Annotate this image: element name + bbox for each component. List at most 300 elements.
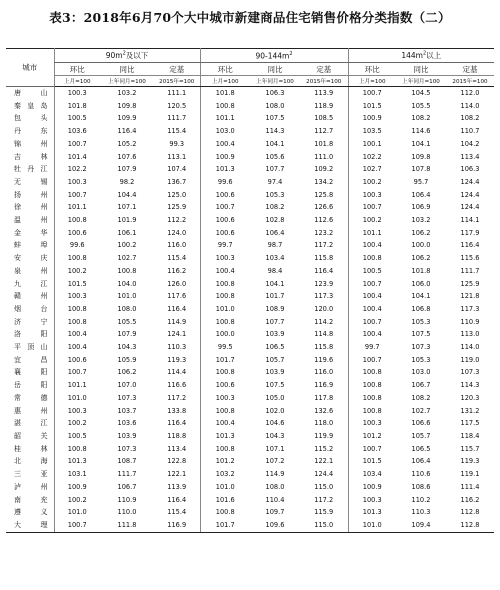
index-value: 106.7 [117,482,137,491]
index-value: 111.8 [100,519,154,532]
index-value: 106.5 [411,444,431,453]
index-value: 117.3 [460,304,480,313]
index-value: 101.5 [348,100,396,113]
index-value: 116.4 [117,127,137,136]
index-value: 110.9 [460,317,480,326]
table-row [6,316,494,329]
subcol-header: 同比 [396,63,446,76]
index-value: 101.1 [54,201,100,214]
index-value: 103.2 [411,216,431,225]
index-value: 111.7 [167,114,187,123]
index-value: 103.9 [265,368,285,377]
table-row [6,494,494,507]
index-value: 101.9 [117,216,137,225]
index-value: 106.4 [411,190,431,199]
index-value: 117.6 [167,292,187,301]
base-header: 上月=100 [54,76,100,87]
table-row [6,341,494,354]
index-value: 101.3 [54,455,100,468]
table-row [6,138,494,151]
index-value: 119.9 [314,431,334,440]
index-value: 124.4 [314,470,334,479]
subcol-header: 定基 [300,63,348,76]
index-value: 106.3 [265,89,285,97]
index-value: 111.7 [117,470,137,479]
table-row [6,227,494,240]
index-value: 117.2 [167,393,187,402]
index-value: 101.1 [348,227,396,240]
index-value: 106.2 [117,368,137,377]
index-value: 110.3 [411,508,431,517]
index-value: 113.0 [460,330,480,339]
index-value: 124.4 [460,177,480,186]
index-value: 100.4 [54,328,100,341]
index-value: 115.9 [314,508,334,517]
index-value: 116.0 [314,368,334,377]
index-value: 100.2 [54,494,100,507]
index-value: 112.6 [314,216,334,225]
index-value: 100.3 [348,494,396,507]
index-value: 110.9 [117,495,137,504]
index-value: 104.1 [411,292,431,301]
index-value: 100.6 [200,227,250,240]
index-value: 121.8 [460,292,480,301]
index-value: 110.2 [411,495,431,504]
table-row [6,443,494,456]
index-value: 98.2 [119,177,135,186]
index-value: 102.7 [117,254,137,263]
index-value: 105.3 [411,317,431,326]
index-value: 101.7 [265,292,285,301]
index-value: 107.4 [167,165,187,174]
index-value: 103.7 [117,406,137,415]
index-value: 100.2 [54,265,100,278]
table-row [6,201,494,214]
index-value: 101.3 [200,430,250,443]
index-value: 100.3 [54,290,100,303]
index-value: 101.8 [54,100,100,113]
index-value: 108.5 [314,114,334,123]
index-value: 100.6 [54,227,100,240]
base-header: 上年同月=100 [100,76,154,87]
group-header-over-144: $144m^2$以上 [348,49,494,63]
city-name: 无锡 [14,177,48,186]
index-value: 133.8 [167,406,187,415]
index-value: 99.7 [348,341,396,354]
index-value: 100.8 [54,443,100,456]
index-value: 104.6 [265,419,285,428]
index-value: 116.0 [167,241,187,250]
index-value: 101.1 [54,379,100,392]
index-value: 115.4 [167,254,187,263]
index-value: 100.4 [54,341,100,354]
index-value: 114.0 [460,101,480,110]
index-value: 100.2 [54,417,100,430]
index-value: 105.2 [117,139,137,148]
index-value: 107.8 [411,165,431,174]
index-value: 126.0 [167,279,187,288]
index-value: 117.5 [460,419,480,428]
index-value: 100.2 [348,176,396,189]
index-value: 102.7 [348,163,396,176]
index-value: 115.7 [460,444,480,453]
table-row [6,125,494,138]
index-value: 120.3 [460,393,480,402]
index-value: 100.8 [200,278,250,291]
city-name: 北海 [14,457,48,466]
index-value: 107.3 [411,343,431,352]
index-value: 118.9 [314,101,334,110]
index-value: 117.2 [314,241,334,250]
index-value: 109.2 [314,165,334,174]
base-header: 上年同月=100 [396,76,446,87]
index-value: 101.0 [54,392,100,405]
index-value: 100.7 [348,354,396,367]
city-name: 吉林 [14,152,48,161]
index-value: 110.0 [117,508,137,517]
index-value: 101.2 [348,430,396,443]
index-value: 103.0 [411,368,431,377]
index-value: 103.1 [54,468,100,481]
index-value: 115.0 [314,482,334,491]
index-value: 100.8 [200,316,250,329]
index-value: 106.9 [411,203,431,212]
index-value: 100.8 [54,214,100,227]
index-value: 104.3 [265,431,285,440]
index-value: 103.4 [348,468,396,481]
index-value: 105.7 [411,431,431,440]
city-name: 蚌埠 [14,241,48,250]
index-value: 114.9 [167,317,187,326]
index-value: 119.3 [167,355,187,364]
table-row [6,151,494,164]
index-value: 106.2 [411,228,431,237]
index-value: 100.8 [348,392,396,405]
index-value: 100.4 [200,265,250,278]
index-value: 101.4 [54,151,100,164]
index-value: 115.2 [314,444,334,453]
index-value: 108.6 [411,482,431,491]
index-value: 100.8 [348,252,396,265]
index-value: 115.6 [460,254,480,263]
index-value: 115.4 [167,508,187,517]
index-value: 122.1 [167,470,187,479]
index-value: 100.9 [54,481,100,494]
index-value: 100.3 [348,189,396,202]
city-name: 襄阳 [14,368,48,377]
index-value: 100.0 [411,241,431,250]
index-value: 132.6 [314,406,334,415]
index-value: 100.8 [200,290,250,303]
table-row [6,417,494,430]
index-value: 104.5 [411,89,431,97]
index-value: 100.8 [200,506,250,519]
index-value: 108.0 [265,482,285,491]
group-header-under-90: $90m^2$及以下 [54,49,200,63]
index-value: 102.8 [265,216,285,225]
index-value: 107.5 [411,330,431,339]
index-value: 107.3 [117,393,137,402]
subcol-header: 定基 [154,63,200,76]
index-value: 100.7 [348,201,396,214]
index-value: 124.1 [167,330,187,339]
index-value: 115.8 [314,343,334,352]
index-value: 100.8 [200,366,250,379]
index-value: 115.4 [167,127,187,136]
table-row [6,189,494,202]
index-value: 101.7 [200,354,250,367]
index-value: 100.0 [200,328,250,341]
city-name: 丹东 [14,127,48,136]
index-value: 103.2 [200,468,250,481]
index-value: 103.6 [54,125,100,138]
index-value: 111.1 [167,89,187,97]
index-value: 100.2 [117,241,137,250]
index-value: 107.1 [117,203,137,212]
subcol-header: 同比 [250,63,300,76]
index-value: 107.5 [265,114,285,123]
city-name: 唐山 [14,89,48,97]
index-value: 107.7 [265,317,285,326]
table-row [6,214,494,227]
index-value: 107.3 [460,368,480,377]
table-row [6,519,494,532]
index-value: 97.4 [267,177,283,186]
city-name: 岳阳 [14,381,48,390]
index-value: 109.4 [396,519,446,532]
index-value: 101.8 [200,87,250,100]
index-value: 110.6 [411,470,431,479]
index-value: 110.7 [460,127,480,136]
index-value: 114.8 [314,330,334,339]
index-value: 108.7 [117,457,137,466]
index-value: 119.1 [460,470,480,479]
index-value: 112.8 [460,508,480,517]
index-value: 114.6 [411,127,431,136]
index-value: 107.9 [117,330,137,339]
index-value: 116.9 [314,381,334,390]
city-name: 包头 [14,114,48,123]
base-header: 2015年=100 [154,76,200,87]
index-value: 100.4 [348,328,396,341]
header-row-subcols [6,63,494,76]
index-value: 100.7 [54,138,100,151]
index-value: 95.7 [413,177,429,186]
table-row [6,481,494,494]
index-value: 106.0 [411,279,431,288]
index-value: 109.6 [250,519,300,532]
index-value: 100.7 [54,366,100,379]
table-row [6,290,494,303]
index-value: 100.7 [348,316,396,329]
index-value: 115.8 [314,254,334,263]
subcol-header: 环比 [54,63,100,76]
index-value: 100.6 [200,189,250,202]
index-value: 100.8 [348,405,396,418]
index-value: 101.3 [348,506,396,519]
index-value: 114.2 [314,317,334,326]
index-value: 105.5 [411,101,431,110]
index-value: 113.4 [167,444,187,453]
index-value: 117.9 [460,228,480,237]
index-value: 100.7 [54,189,100,202]
city-name: 泸州 [14,482,48,491]
table-row [6,455,494,468]
index-value: 117.8 [314,393,334,402]
index-value: 103.9 [265,330,285,339]
index-value: 104.2 [460,139,480,148]
index-value: 100.3 [54,87,100,100]
city-name: 惠州 [14,406,48,415]
index-value: 105.3 [265,190,285,199]
index-value: 116.4 [167,304,187,313]
index-value: 109.7 [265,508,285,517]
index-value: 112.2 [167,216,187,225]
index-value: 105.5 [117,317,137,326]
index-value: 104.1 [265,139,285,148]
index-value: 103.9 [117,431,137,440]
index-value: 109.8 [411,152,431,161]
city-name: 湛江 [14,419,48,428]
index-value: 116.2 [460,495,480,504]
index-value: 100.9 [348,112,396,125]
index-value: 104.0 [117,279,137,288]
index-value: 100.7 [348,87,396,100]
index-value: 123.9 [314,279,334,288]
index-value: 120.0 [314,304,334,313]
city-name: 金华 [14,228,48,237]
index-value: 102.2 [348,151,396,164]
index-value: 100.7 [54,519,100,532]
index-value: 116.4 [314,266,334,275]
index-value: 118.8 [167,431,187,440]
index-value: 100.4 [200,138,250,151]
index-value: 107.1 [265,444,285,453]
index-value: 101.0 [348,519,396,532]
index-value: 114.0 [460,343,480,352]
index-value: 100.4 [348,303,396,316]
index-value: 125.9 [167,203,187,212]
index-value: 118.0 [314,419,334,428]
index-value: 107.6 [117,152,137,161]
index-value: 100.4 [348,290,396,303]
index-value: 103.4 [265,254,285,263]
index-value: 99.7 [200,239,250,252]
table-row [6,176,494,189]
index-value: 116.4 [167,495,187,504]
header-row-bases [6,76,494,87]
index-value: 125.0 [167,190,187,199]
base-header: 上月=100 [200,76,250,87]
index-value: 105.0 [265,393,285,402]
index-value: 108.9 [265,304,285,313]
index-value: 125.8 [314,190,334,199]
index-value: 124.4 [460,203,480,212]
index-value: 119.0 [460,355,480,364]
index-value: 113.1 [167,152,187,161]
index-value: 108.2 [411,114,431,123]
index-value: 101.0 [117,292,137,301]
group-header-90-144: $90-144m^2$ [200,49,348,63]
city-name: 遵义 [14,508,48,517]
index-value: 100.8 [117,266,137,275]
index-value: 122.1 [314,457,334,466]
index-value: 99.5 [200,341,250,354]
index-value: 124.0 [167,228,187,237]
index-value: 115.0 [300,519,348,532]
city-name: 徐州 [14,203,48,212]
index-value: 131.2 [460,406,480,415]
index-value: 101.3 [200,163,250,176]
index-value: 117.2 [314,495,334,504]
index-value: 101.0 [200,303,250,316]
index-value: 105.6 [265,152,285,161]
table-row [6,252,494,265]
index-value: 106.7 [411,381,431,390]
index-value: 100.7 [348,278,396,291]
index-value: 107.5 [265,381,285,390]
index-value: 101.5 [348,455,396,468]
index-value: 101.1 [200,112,250,125]
index-value: 100.5 [348,265,396,278]
base-header: 上年同月=100 [250,76,300,87]
city-name: 韶关 [14,431,48,440]
city-name: 扬州 [14,190,48,199]
index-value: 104.1 [411,139,431,148]
index-value: 110.4 [265,495,285,504]
index-value: 126.6 [314,203,334,212]
index-value: 108.2 [265,203,285,212]
index-value: 104.4 [117,190,137,199]
index-value: 100.5 [54,112,100,125]
index-value: 112.0 [460,89,480,97]
table-row [6,303,494,316]
index-value: 100.3 [54,405,100,418]
index-value: 100.8 [200,100,250,113]
header-row-groups [6,49,494,63]
city-name: 济宁 [14,317,48,326]
table-row [6,328,494,341]
city-name: 平顶山 [14,343,48,352]
index-value: 113.4 [460,152,480,161]
index-value: 114.1 [460,216,480,225]
index-value: 111.7 [460,266,480,275]
index-value: 98.4 [267,266,283,275]
index-value: 100.8 [200,443,250,456]
index-value: 116.4 [167,419,187,428]
city-name: 洛阳 [14,330,48,339]
table-row [6,278,494,291]
index-value: 102.7 [411,406,431,415]
index-value: 100.4 [348,239,396,252]
index-value: 100.6 [54,354,100,367]
index-value: 99.6 [54,239,100,252]
index-value: 106.6 [411,419,431,428]
city-name: 牡丹江 [14,165,48,174]
city-name: 常德 [14,393,48,402]
index-value: 111.4 [460,482,480,491]
table-row [6,239,494,252]
index-value: 101.5 [54,278,100,291]
index-value: 116.9 [154,519,200,532]
table-row [6,506,494,519]
index-value: 103.0 [200,125,250,138]
table-title: 表3：2018年6月70个大中城市新建商品住宅销售价格分类指数（二） [49,10,451,25]
index-value: 105.3 [411,355,431,364]
table-row [6,354,494,367]
index-value: 100.4 [200,417,250,430]
index-value: 100.6 [200,214,250,227]
